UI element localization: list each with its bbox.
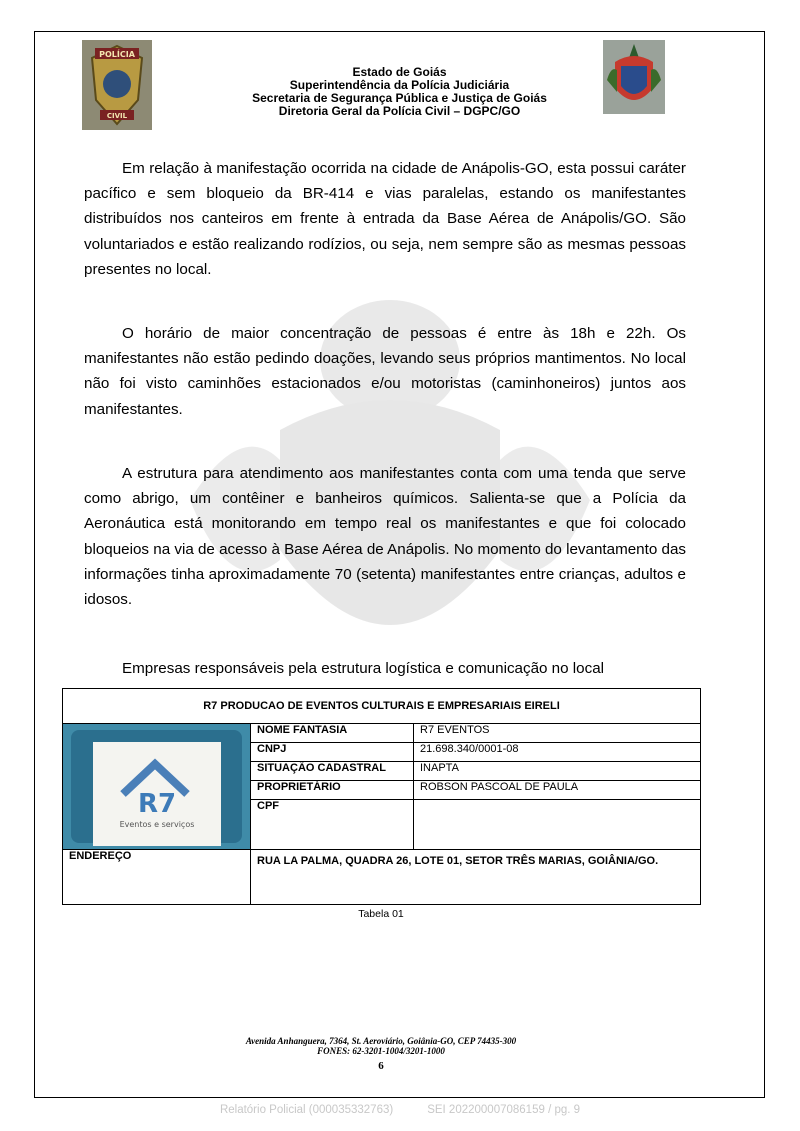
secretariat-name: Secretaria de Segurança Pública e Justiça de Goiás [252, 91, 547, 105]
value-cpf [414, 799, 701, 849]
logo-bottom-text: CIVIL [106, 112, 128, 120]
label-cnpj: CNPJ [251, 742, 414, 761]
paragraph-2: O horário de maior concentração de pessoas é entre às 18h e 22h. Os manifestantes não estão pedindo doações, levando seus próprios mantimentos. No local não foi visto caminhões estacionados e/ou motoristas (caminhoneiros) juntos aos manifestantes. [84, 325, 686, 418]
logo-subtitle-text: Eventos e serviços [119, 820, 195, 829]
paragraph-3: A estrutura para atendimento aos manifestantes conta com uma tenda que serve como abrigo, um contêiner e banheiros químicos. Salienta-se que a Polícia da Aeronáutica está monitorando em tempo real os manifestantes e que foi colocado bloqueios na via de acesso à Base Aérea de Anápolis. No momento do levantamento das informações tinha aproximadamente 70 (setenta) manifestantes entre crianças, adultos e idosos. [84, 465, 686, 609]
value-fantasy-name: R7 EVENTOS [414, 724, 701, 743]
footer-address: Avenida Anhanguera, 7364, St. Aeroviário, Goiânia-GO, CEP 74435-300 [245, 1036, 517, 1046]
logo-r7-text: R7 [137, 789, 177, 819]
value-owner: ROBSON PASCOAL DE PAULA [414, 780, 701, 799]
document-footer [0, 1104, 800, 1116]
superintendency-name: Superintendência da Polícia Judiciária [289, 78, 510, 92]
page-number: 6 [378, 1060, 384, 1072]
page-footer [0, 1036, 762, 1056]
label-address: ENDEREÇO [63, 850, 251, 905]
value-address: RUA LA PALMA, QUADRA 26, LOTE 01, SETOR TRÊS MARIAS, GOIÂNIA/GO. [251, 850, 701, 905]
table-caption: Tabela 01 [358, 908, 404, 920]
document-header [34, 36, 765, 136]
report-id: Relatório Policial (000035332763) [219, 1104, 394, 1116]
value-cnpj: 21.698.340/0001-08 [414, 742, 701, 761]
label-fantasy-name: NOME FANTASIA [251, 724, 414, 743]
company-info-table [62, 688, 701, 905]
sei-page-ref: SEI 202200007086159 / pg. 9 [427, 1104, 581, 1116]
value-registration-status: INAPTA [414, 761, 701, 780]
directorate-name: Diretoria Geral da Polícia Civil – DGPC/GO [278, 104, 521, 118]
company-name: R7 PRODUCAO DE EVENTOS CULTURAIS E EMPRESARIAIS EIRELI [63, 689, 701, 724]
label-owner: PROPRIETÁRIO [251, 780, 414, 799]
paragraph-1: Em relação à manifestação ocorrida na cidade de Anápolis-GO, esta possui caráter pacífico e sem bloqueio da BR-414 e vias paralelas, estando os manifestantes distribuídos nos canteiros em frente à entrada da Base Aérea de Anápolis/GO. São voluntariados e estão realizando rodízios, ou seja, nem sempre são as mesmas pessoas presentes no local. [84, 160, 686, 278]
label-cpf: CPF [251, 799, 414, 849]
label-registration-status: SITUAÇÃO CADASTRAL [251, 761, 414, 780]
table-intro: Empresas responsáveis pela estrutura logística e comunicação no local [122, 660, 605, 677]
footer-phones: FONES: 62-3201-1004/3201-1000 [317, 1046, 445, 1056]
logo-top-text: POLÍCIA [99, 50, 135, 59]
state-coat-of-arms-logo [603, 40, 665, 114]
r7-sign-photo [63, 724, 250, 849]
state-name: Estado de Goiás [352, 65, 447, 79]
company-photo [63, 724, 251, 850]
